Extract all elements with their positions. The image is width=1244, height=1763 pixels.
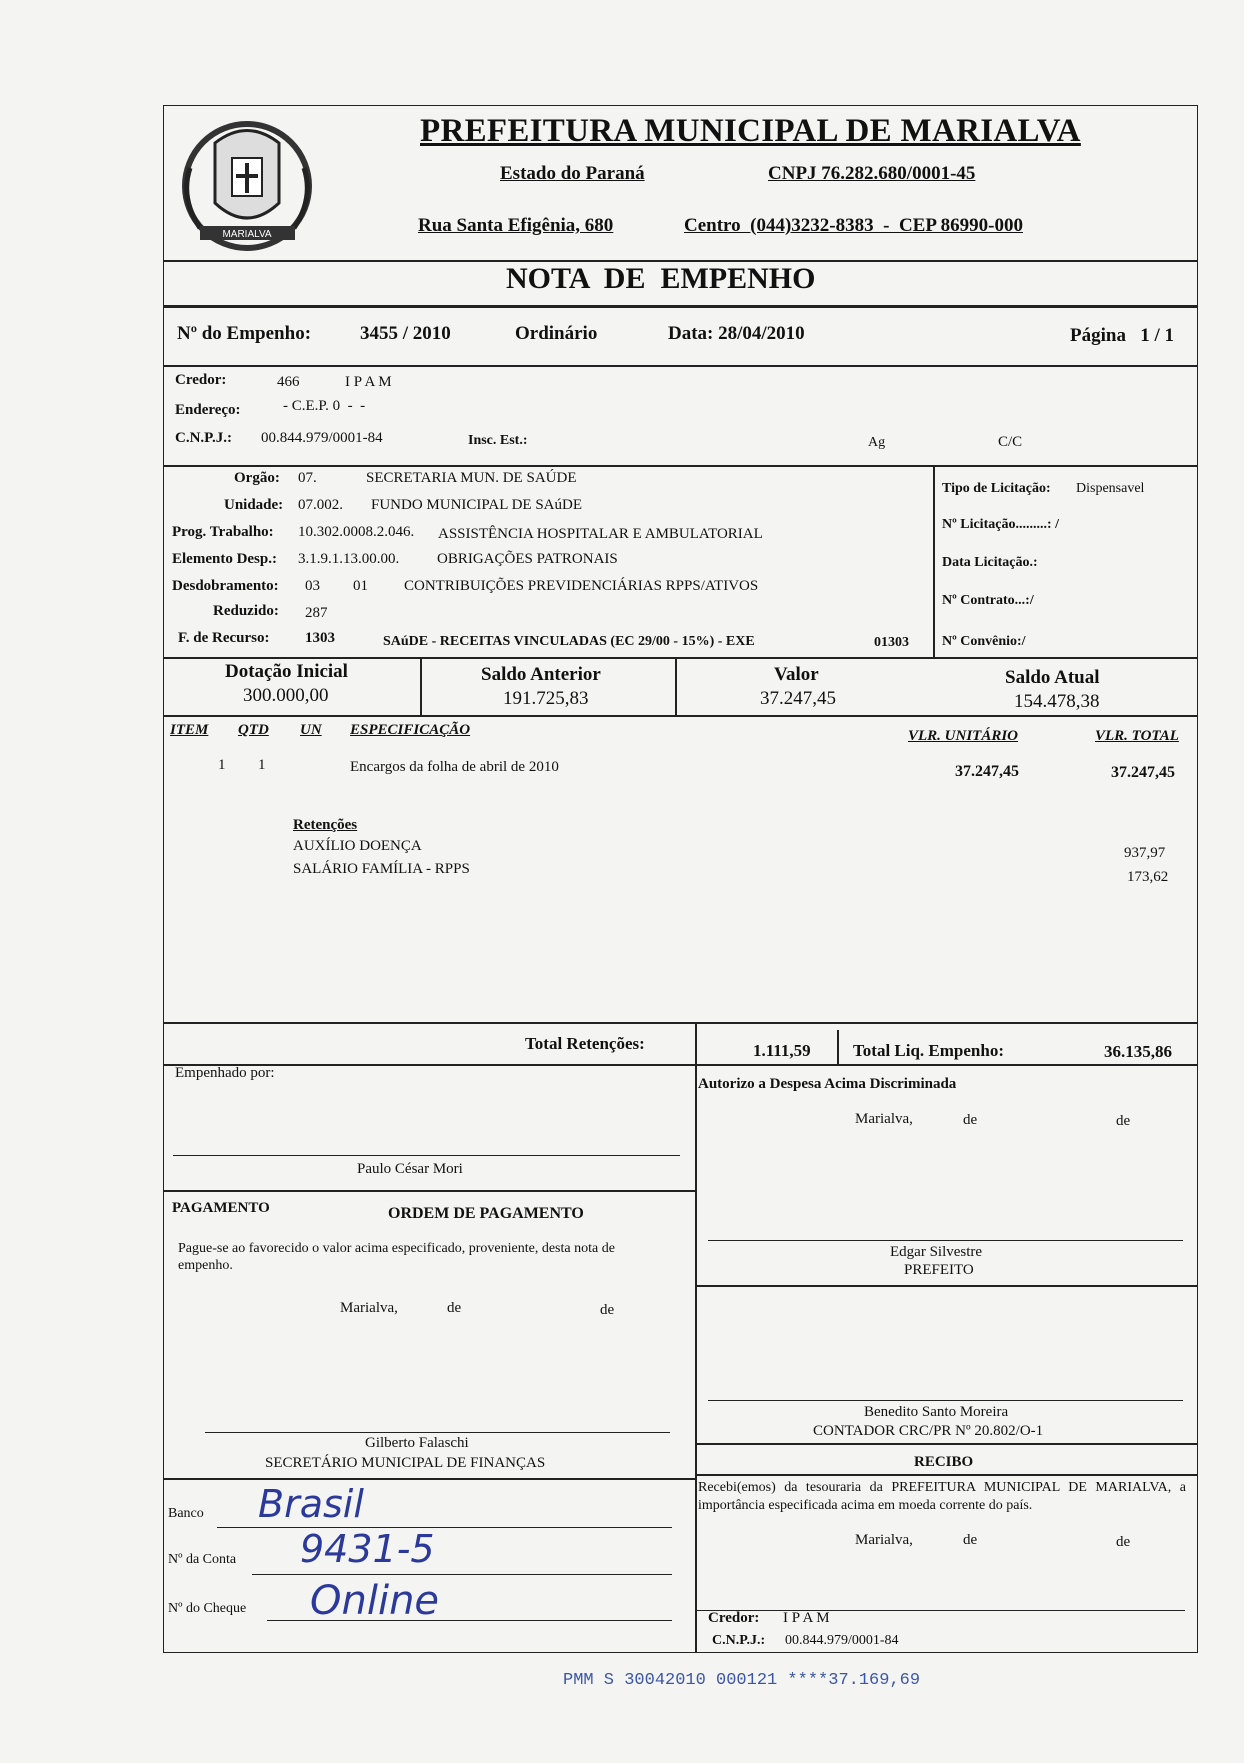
col-valor-unitario: VLR. UNITÁRIO <box>908 728 1019 744</box>
item-qtd: 1 <box>258 757 266 773</box>
prefeito-role: PREFEITO <box>904 1262 974 1278</box>
insc-label: Insc. Est.: <box>468 433 528 448</box>
cnpj-label: C.N.P.J.: <box>175 430 232 446</box>
unidade-label: Unidade: <box>224 497 284 513</box>
address-label: Rua Santa Efigênia, 680 <box>418 215 614 236</box>
saldo-atual-value: 154.478,38 <box>1014 691 1100 712</box>
credor-label: Credor: <box>175 372 227 388</box>
cc-label: C/C <box>998 434 1023 450</box>
col-un: UN <box>300 722 322 738</box>
recibo-text: Recebi(emos) da tesouraria da PREFEITURA MUNICIPAL DE MARIALVA, a importância especificada acima em moeda corrente do país. <box>698 1480 1186 1513</box>
banco-value: Brasil <box>258 1482 364 1526</box>
conta-value: 9431-5 <box>300 1527 435 1571</box>
retencao-1-name: AUXÍLIO DOENÇA <box>293 838 422 854</box>
conta-label: Nº da Conta <box>168 1552 237 1567</box>
total-liquido-value: 36.135,86 <box>1104 1042 1172 1061</box>
bank-stamp: PMM S 30042010 000121 ****37.169,69 <box>563 1671 921 1690</box>
empenhado-name: Paulo César Mori <box>357 1161 463 1177</box>
orgao-code: 07. <box>298 470 317 486</box>
pagamento-de-1: de <box>447 1300 462 1316</box>
autorizo-de-2: de <box>1116 1113 1131 1129</box>
document-title: NOTA DE EMPENHO <box>506 262 816 295</box>
col-qtd: QTD <box>238 722 269 738</box>
item-especificacao: Encargos da folha de abril de 2010 <box>350 759 559 775</box>
prog-label: Prog. Trabalho: <box>172 524 274 540</box>
contact-label: Centro (044)3232-8383 - CEP 86990-000 <box>684 215 1023 236</box>
empenho-number-label: Nº do Empenho: <box>177 323 312 344</box>
autorizo-de-1: de <box>963 1112 978 1128</box>
ag-label: Ag <box>868 435 886 450</box>
elem-label: Elemento Desp.: <box>172 551 277 567</box>
saldo-anterior-value: 191.725,83 <box>503 688 589 709</box>
recibo-credor-value: I P A M <box>783 1610 830 1626</box>
retencao-1-value: 937,97 <box>1124 845 1166 861</box>
recibo-de-1: de <box>963 1532 978 1548</box>
convenio-number: Nº Convênio:/ <box>942 634 1026 649</box>
secretario-name: Gilberto Falaschi <box>365 1435 469 1451</box>
licitacao-number: Nº Licitação.........: / <box>942 517 1059 532</box>
recibo-credor-label: Credor: <box>708 1610 760 1626</box>
pagamento-de-2: de <box>600 1302 615 1318</box>
secretario-role: SECRETÁRIO MUNICIPAL DE FINANÇAS <box>265 1455 546 1471</box>
page-title: PREFEITURA MUNICIPAL DE MARIALVA <box>420 113 1081 149</box>
cheque-value: Online <box>310 1578 440 1624</box>
autorizo-label: Autorizo a Despesa Acima Discriminada <box>698 1076 957 1092</box>
pagamento-place: Marialva, <box>340 1300 398 1316</box>
elem-name: OBRIGAÇÕES PATRONAIS <box>437 551 618 567</box>
desd-b: 01 <box>353 578 368 594</box>
empenho-date: Data: 28/04/2010 <box>668 323 805 344</box>
valor-label: Valor <box>774 664 819 685</box>
item-number: 1 <box>218 757 226 773</box>
orgao-label: Orgão: <box>234 470 280 486</box>
recurso-code: 1303 <box>305 630 335 646</box>
cnpj-value: 00.844.979/0001-84 <box>261 430 383 446</box>
saldo-anterior-label: Saldo Anterior <box>481 664 601 685</box>
item-valor-unitario: 37.247,45 <box>955 763 1019 780</box>
tipo-licitacao-label: Tipo de Licitação: <box>942 481 1051 496</box>
recibo-cnpj-value: 00.844.979/0001-84 <box>785 1633 899 1648</box>
endereco-label: Endereço: <box>175 402 241 418</box>
valor-value: 37.247,45 <box>760 688 836 709</box>
pagamento-label: PAGAMENTO <box>172 1200 270 1216</box>
credor-name: I P A M <box>345 374 392 390</box>
municipal-crest <box>170 108 325 258</box>
banco-label: Banco <box>168 1506 204 1521</box>
total-retencoes-value: 1.111,59 <box>753 1041 811 1060</box>
contador-name: Benedito Santo Moreira <box>864 1404 1009 1420</box>
desd-name: CONTRIBUIÇÕES PREVIDENCIÁRIAS RPPS/ATIVOS <box>404 578 759 594</box>
contrato-number: Nº Contrato...:/ <box>942 593 1034 608</box>
prog-name: ASSISTÊNCIA HOSPITALAR E AMBULATORIAL <box>438 526 763 542</box>
pague-text: Pague-se ao favorecido o valor acima especificado, proveniente, desta nota de empenho. <box>178 1241 615 1273</box>
col-especificacao: ESPECIFICAÇÃO <box>350 722 471 738</box>
empenhado-label: Empenhado por: <box>175 1065 275 1081</box>
prefeito-name: Edgar Silvestre <box>890 1244 983 1260</box>
state-label: Estado do Paraná <box>500 163 645 184</box>
elem-code: 3.1.9.1.13.00.00. <box>298 551 400 567</box>
dotacao-value: 300.000,00 <box>243 685 329 706</box>
empenho-type: Ordinário <box>515 323 598 344</box>
retencao-2-name: SALÁRIO FAMÍLIA - RPPS <box>293 861 470 877</box>
cnpj-header: CNPJ 76.282.680/0001-45 <box>768 163 976 184</box>
saldo-atual-label: Saldo Atual <box>1005 667 1100 688</box>
credor-code: 466 <box>277 374 300 390</box>
tipo-licitacao-value: Dispensavel <box>1076 481 1145 496</box>
licitacao-date: Data Licitação.: <box>942 555 1038 570</box>
contador-role: CONTADOR CRC/PR Nº 20.802/O-1 <box>813 1423 1044 1439</box>
prog-code: 10.302.0008.2.046. <box>298 524 415 540</box>
recurso-code2: 01303 <box>874 635 909 650</box>
retencao-2-value: 173,62 <box>1127 869 1169 885</box>
recibo-cnpj-label: C.N.P.J.: <box>712 1633 766 1648</box>
total-liquido-label: Total Liq. Empenho: <box>853 1041 1004 1060</box>
total-retencoes-label: Total Retenções: <box>525 1034 645 1053</box>
reduzido-label: Reduzido: <box>213 603 279 619</box>
desd-label: Desdobramento: <box>172 578 279 594</box>
recibo-place: Marialva, <box>855 1532 913 1548</box>
recibo-label: RECIBO <box>914 1454 974 1470</box>
cheque-label: Nº do Cheque <box>168 1601 247 1616</box>
autorizo-place: Marialva, <box>855 1111 913 1127</box>
desd-a: 03 <box>305 578 320 594</box>
retencoes-title: Retenções <box>293 817 358 833</box>
col-valor-total: VLR. TOTAL <box>1095 728 1179 744</box>
ordem-pagamento-label: ORDEM DE PAGAMENTO <box>388 1205 584 1222</box>
reduzido-value: 287 <box>305 605 328 621</box>
item-valor-total: 37.247,45 <box>1111 764 1175 781</box>
orgao-name: SECRETARIA MUN. DE SAÚDE <box>366 470 577 486</box>
recurso-name: SAúDE - RECEITAS VINCULADAS (EC 29/00 - 15%) - EXE <box>383 634 755 649</box>
page-number: Página 1 / 1 <box>1070 325 1174 346</box>
endereco-value: - C.E.P. 0 - - <box>283 398 366 414</box>
logo-label: MARIALVA <box>222 229 272 240</box>
recurso-label: F. de Recurso: <box>178 630 270 646</box>
recibo-de-2: de <box>1116 1534 1131 1550</box>
col-item: ITEM <box>170 722 209 738</box>
empenho-number: 3455 / 2010 <box>360 323 451 344</box>
unidade-name: FUNDO MUNICIPAL DE SAúDE <box>371 497 582 513</box>
dotacao-label: Dotação Inicial <box>225 661 348 682</box>
unidade-code: 07.002. <box>298 497 343 513</box>
